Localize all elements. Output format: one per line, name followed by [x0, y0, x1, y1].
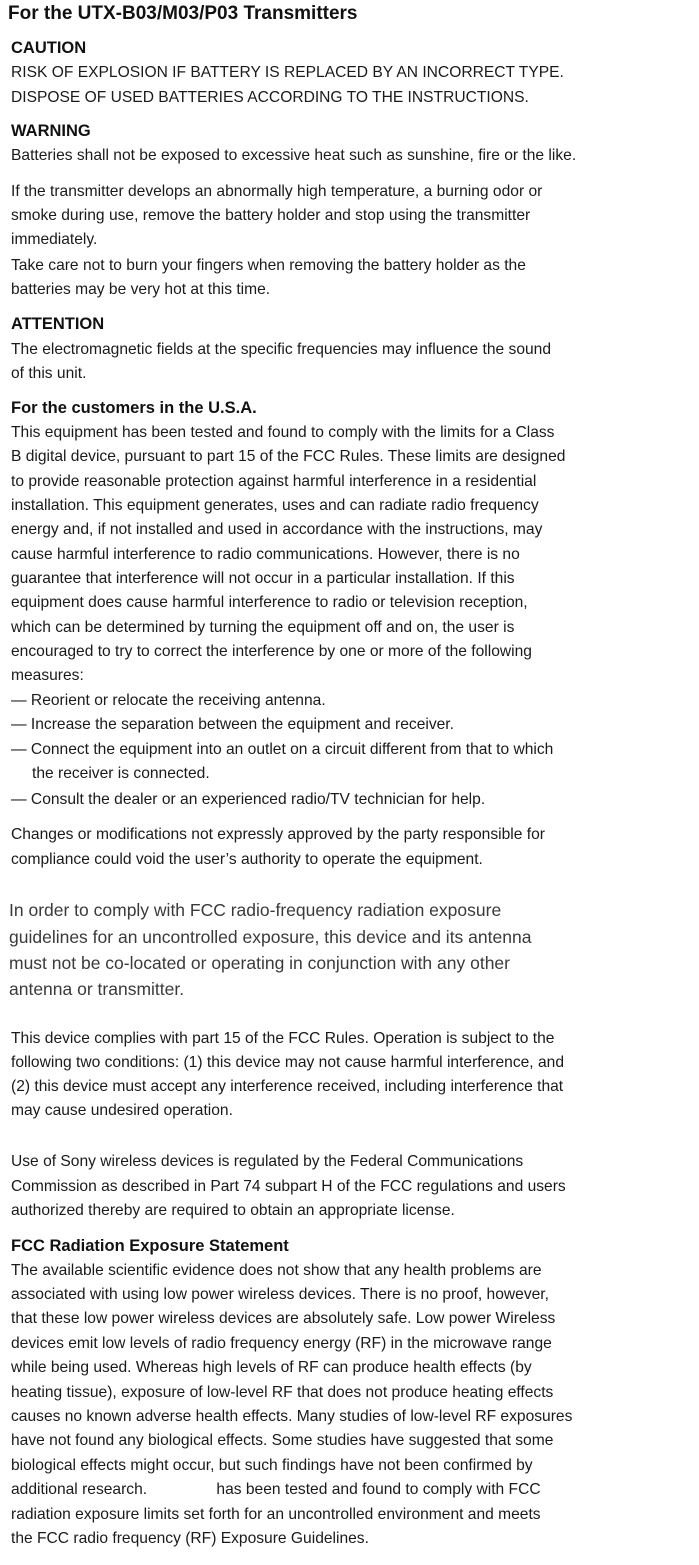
fcc-statement-line: additional research. has been tested and found to comply with FCC	[11, 1481, 541, 1498]
fcc-statement-line: heating tissue), exposure of low-level RF that does not produce heating effects	[11, 1384, 554, 1401]
attention-line: of this unit.	[11, 365, 87, 382]
usa-line: installation. This equipment generates, uses and can radiate radio frequency	[11, 497, 539, 514]
warning-line: batteries may be very hot at this time.	[11, 281, 271, 298]
rf-exposure-line: In order to comply with FCC radio-frequency radiation exposure	[9, 900, 502, 920]
warning-line: If the transmitter develops an abnormally high temperature, a burning odor or	[11, 183, 543, 200]
fcc-statement-line: biological effects might occur, but such findings have not been confirmed by	[11, 1457, 533, 1474]
document-title: For the UTX-B03/M03/P03 Transmitters	[8, 3, 358, 24]
warning-line: immediately.	[11, 231, 98, 248]
usa-line: encouraged to try to correct the interference by one or more of the following	[11, 643, 532, 660]
part15-line: This device complies with part 15 of the FCC Rules. Operation is subject to the	[11, 1030, 555, 1047]
fcc-statement-line: associated with using low power wireless devices. There is no proof, however,	[11, 1286, 549, 1303]
measure-item: — Connect the equipment into an outlet on a circuit different from that to which	[11, 741, 554, 758]
fcc-statement-line: devices emit low levels of radio frequency energy (RF) in the microwave range	[11, 1335, 552, 1352]
warning-line: Take care not to burn your fingers when removing the battery holder as the	[11, 257, 526, 274]
fcc-statement-line: causes no known adverse health effects. Many studies of low-level RF exposures	[11, 1408, 573, 1425]
usa-line: B digital device, pursuant to part 15 of the FCC Rules. These limits are designed	[11, 448, 566, 465]
sony-use-line: Commission as described in Part 74 subpart H of the FCC regulations and users	[11, 1178, 566, 1195]
fcc-statement-line: the FCC radio frequency (RF) Exposure Guidelines.	[11, 1530, 369, 1547]
part15-line: following two conditions: (1) this device may not cause harmful interference, and	[11, 1054, 564, 1071]
attention-heading: ATTENTION	[11, 315, 105, 333]
sony-use-line: Use of Sony wireless devices is regulated by the Federal Communications	[11, 1153, 524, 1170]
rf-exposure-line: antenna or transmitter.	[9, 979, 185, 999]
usa-line: to provide reasonable protection against harmful interference in a residential	[11, 473, 537, 490]
caution-line: RISK OF EXPLOSION IF BATTERY IS REPLACED BY AN INCORRECT TYPE.	[11, 64, 564, 81]
part15-line: (2) this device must accept any interference received, including interference that	[11, 1078, 564, 1095]
usa-line: energy and, if not installed and used in accordance with the instructions, may	[11, 521, 543, 538]
usa-line: cause harmful interference to radio communications. However, there is no	[11, 546, 520, 563]
part15-line: may cause undesired operation.	[11, 1102, 233, 1119]
usa-line: which can be determined by turning the equipment off and on, the user is	[11, 619, 515, 636]
changes-line: compliance could void the user’s authority to operate the equipment.	[11, 851, 483, 868]
usa-line: equipment does cause harmful interference to radio or television reception,	[11, 594, 528, 611]
measure-item: — Increase the separation between the equipment and receiver.	[11, 716, 454, 733]
warning-line: smoke during use, remove the battery holder and stop using the transmitter	[11, 207, 531, 224]
fcc-statement-line: The available scientific evidence does not show that any health problems are	[11, 1262, 542, 1279]
caution-line: DISPOSE OF USED BATTERIES ACCORDING TO THE INSTRUCTIONS.	[11, 89, 529, 106]
rf-exposure-line: must not be co-located or operating in conjunction with any other	[9, 953, 510, 973]
fcc-statement-heading: FCC Radiation Exposure Statement	[11, 1237, 289, 1255]
fcc-statement-line: while being used. Whereas high levels of RF can produce health effects (by	[11, 1359, 532, 1376]
warning-line: Batteries shall not be exposed to excessive heat such as sunshine, fire or the like.	[11, 147, 577, 164]
fcc-statement-line: that these low power wireless devices are absolutely safe. Low power Wireless	[11, 1310, 556, 1327]
changes-line: Changes or modifications not expressly approved by the party responsible for	[11, 826, 545, 843]
fcc-statement-line: have not found any biological effects. Some studies have suggested that some	[11, 1432, 554, 1449]
caution-heading: CAUTION	[11, 39, 87, 57]
usa-line: measures:	[11, 667, 84, 684]
measure-item-continued: the receiver is connected.	[32, 765, 210, 782]
attention-line: The electromagnetic fields at the specific frequencies may influence the sound	[11, 341, 552, 358]
usa-line: This equipment has been tested and found to comply with the limits for a Class	[11, 424, 555, 441]
warning-heading: WARNING	[11, 122, 91, 140]
measure-item: — Reorient or relocate the receiving antenna.	[11, 692, 326, 709]
usa-heading: For the customers in the U.S.A.	[11, 399, 257, 417]
measure-item: — Consult the dealer or an experienced radio/TV technician for help.	[11, 791, 486, 808]
fcc-statement-line: radiation exposure limits set forth for an uncontrolled environment and meets	[11, 1506, 541, 1523]
sony-use-line: authorized thereby are required to obtain an appropriate license.	[11, 1202, 455, 1219]
usa-line: guarantee that interference will not occur in a particular installation. If this	[11, 570, 515, 587]
rf-exposure-line: guidelines for an uncontrolled exposure, this device and its antenna	[9, 927, 532, 947]
